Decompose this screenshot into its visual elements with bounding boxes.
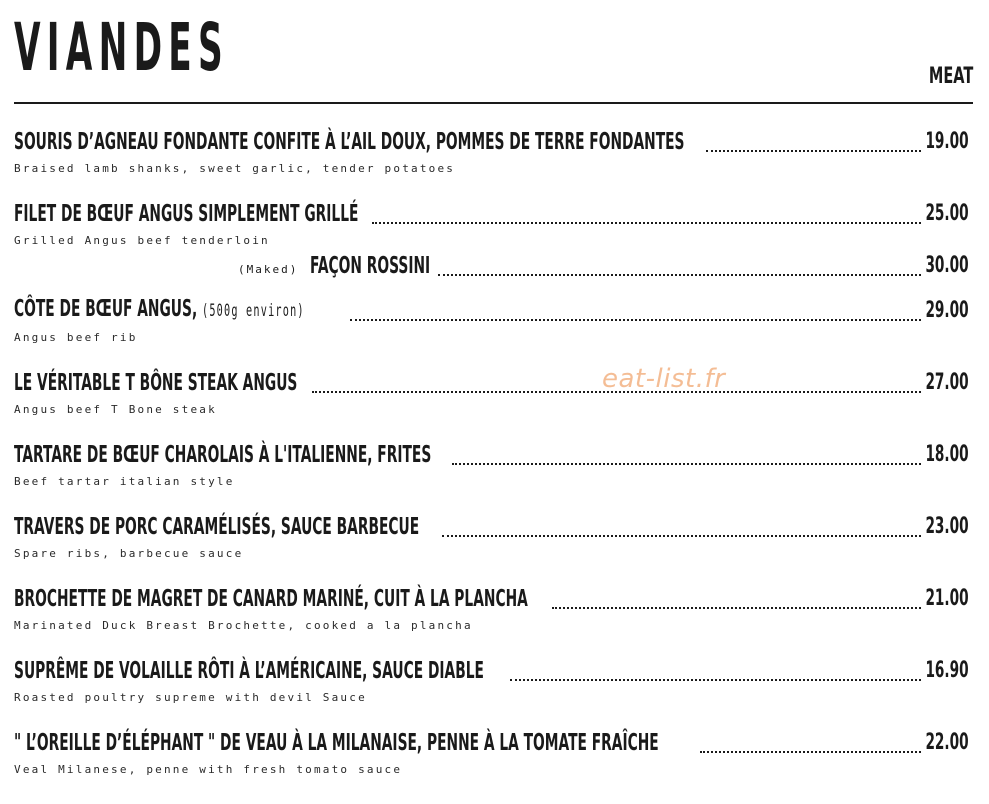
menu-item [14, 657, 969, 717]
menu-item-line [14, 729, 969, 759]
menu-item-line [14, 441, 969, 471]
dot-leader [700, 751, 921, 753]
menu-item-line [14, 657, 969, 687]
dot-leader [452, 463, 921, 465]
dish-description: Braised lamb shanks, sweet garlic, tender potatoes [14, 162, 456, 175]
dish-name: " L’OREILLE D’ÉLÉPHANT " DE VEAU À LA MILANAISE, PENNE À LA TOMATE FRAÎCHE [14, 730, 659, 756]
variant-name: FAÇON ROSSINI [310, 253, 431, 279]
page-title: VIANDES [14, 9, 229, 86]
dish-description: Spare ribs, barbecue sauce [14, 547, 244, 560]
dish-name: FILET DE BŒUF ANGUS SIMPLEMENT GRILLÉ [14, 201, 359, 227]
menu-item-line [14, 513, 969, 543]
dish-description: Veal Milanese, penne with fresh tomato sauce [14, 763, 403, 776]
dish-description: Grilled Angus beef tenderloin [14, 234, 270, 247]
dot-leader [438, 274, 921, 276]
dish-variant-line [14, 252, 969, 282]
dot-leader [350, 319, 921, 321]
watermark-text: eat-list.fr [602, 364, 726, 394]
dish-description: Roasted poultry supreme with devil Sauce [14, 691, 367, 704]
dot-leader [372, 222, 921, 224]
variant-price: 30.00 [925, 253, 969, 278]
dish-price: 22.00 [925, 730, 969, 755]
header-divider [14, 102, 973, 104]
menu-item [14, 369, 969, 429]
menu-item [14, 441, 969, 501]
dish-name-text: CÔTE DE BŒUF ANGUS, [14, 296, 198, 322]
dish-note: (500g environ) [201, 301, 305, 321]
menu-item [14, 297, 969, 357]
menu-item [14, 513, 969, 573]
dish-name: BROCHETTE DE MAGRET DE CANARD MARINÉ, CUIT À LA PLANCHA [14, 586, 528, 612]
dot-leader [706, 150, 921, 152]
menu-item-line [14, 369, 969, 399]
menu-item [14, 200, 969, 296]
dish-price: 29.00 [925, 298, 969, 323]
menu-item-line [14, 585, 969, 615]
dish-price: 27.00 [925, 370, 969, 395]
dish-name: SOURIS D’AGNEAU FONDANTE CONFITE À L’AIL DOUX, POMMES DE TERRE FONDANTES [14, 129, 685, 155]
dish-description: Angus beef rib [14, 331, 138, 344]
dish-name [14, 295, 305, 325]
menu-item [14, 729, 969, 789]
dot-leader [510, 679, 921, 681]
page-subtitle: MEAT [928, 64, 973, 89]
dish-price: 19.00 [925, 129, 969, 154]
dish-description: Beef tartar italian style [14, 475, 235, 488]
dish-price: 18.00 [925, 442, 969, 467]
dish-price: 23.00 [925, 514, 969, 539]
dish-description: Angus beef T Bone steak [14, 403, 217, 416]
dish-price: 21.00 [925, 586, 969, 611]
dot-leader [552, 607, 921, 609]
menu-item-line [14, 128, 969, 158]
dish-price: 16.90 [925, 658, 969, 683]
variant-note: (Maked) [238, 263, 299, 276]
dish-name: TARTARE DE BŒUF CHAROLAIS À L'ITALIENNE, FRITES [14, 442, 432, 468]
menu-item [14, 585, 969, 645]
menu-item [14, 128, 969, 188]
menu-item-line [14, 297, 969, 327]
menu-item-line [14, 200, 969, 230]
dish-name: SUPRÊME DE VOLAILLE RÔTI À L’AMÉRICAINE, SAUCE DIABLE [14, 658, 484, 684]
dish-name: LE VÉRITABLE T BÔNE STEAK ANGUS [14, 370, 298, 396]
dot-leader [442, 535, 921, 537]
dish-description: Marinated Duck Breast Brochette, cooked a la plancha [14, 619, 473, 632]
dish-name: TRAVERS DE PORC CARAMÉLISÉS, SAUCE BARBECUE [14, 514, 420, 540]
dish-price: 25.00 [925, 201, 969, 226]
